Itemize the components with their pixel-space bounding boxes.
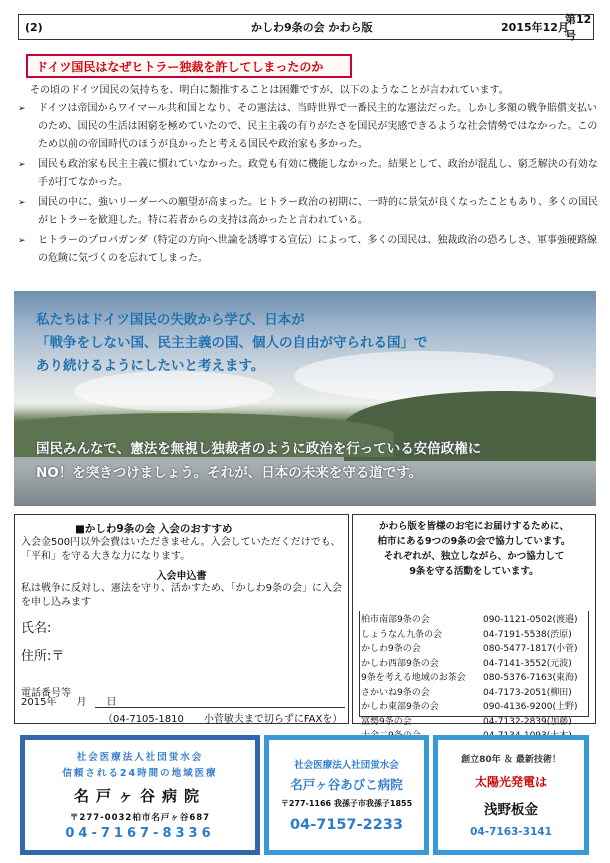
section-title: ドイツ国民はなぜヒトラー独裁を許してしまったのか (26, 54, 352, 78)
list-item: 十余二9条の会 04-7134-1093(大木) (361, 731, 572, 741)
list-item: ➢ 国民も政治家も民主主義に慣れていなかった。政党も有効に機能しなかった。結果として、政治が混乱し、窮乏解決の有効な手が打てなかった。 (18, 156, 598, 192)
form-heading: ■かしわ9条の会 入会のおすすめ (75, 523, 233, 535)
ad-natogaya-hospital: 社会医療法人社団蛍水会 信頼される24時間の地域医療 名戸ヶ谷病院 〒277-0032柏市名戸ヶ谷687 04-7167-8336 (20, 735, 260, 855)
list-item: 柏市南部9条の会 090-1121-0502(渡邉) (361, 615, 578, 625)
delivery-heading: かわら版を皆様のお宅にお届けするために、 (378, 521, 569, 532)
ad-address: 〒277-1166 我孫子市我孫子1855 (280, 799, 413, 808)
page-header (18, 14, 594, 40)
list-item: かしわ東部9条の会 090-4136-9200(上野) (361, 702, 578, 712)
list-item: かしわ9条の会 080-5477-1817(小菅) (361, 644, 578, 654)
list-item: さかいね9条の会 04-7173-2051(柳田) (361, 687, 572, 698)
delivery-groups-box: かわら版を皆様のお宅にお届けするために、 柏市にある9つの9条の会で協力しています。 それぞれが、独立しながら、かつ協力して 9条を守る活動をしています。 柏市南部9条の会 090-1121-0502(渡邉) しょうなん九条の会 04-7191-5538(渋原) かしわ9条の会 080-5477-1817(小菅) かしわ西部9条の会 04-7141-3552(元波) 9条を考える地域のお茶会 080-5376-7163(東海) さかいね9条の会 04-7173-2051(柳田) かしわ東部9条の会 090-4136-9200(上野) 富勢9条の会 04-7132-2839(加藤) 十余二9条の会 04-7134-1093(大木) (352, 514, 596, 724)
ad-abiko-hospital: 社会医療法人社団蛍水会 名戸ヶ谷あびこ病院 〒277-1166 我孫子市我孫子1855 04-7157-2233 (264, 735, 429, 855)
banner-message-bottom: 国民みんなで、憲法を無視し独裁者のように政治を行っている安倍政権に NO！を突きつけましょう。それが、日本の未来を守る道です。 (36, 441, 482, 481)
list-item: ➢ 国民の中に、強いリーダーへの願望が高まった。ヒトラー政治の初期に、一時的に景気が良くなったこともあり、多くの国民がヒトラーを歓迎した。特に若者からの支持は高かったと言われている。 (18, 194, 598, 230)
ad-address: 〒277-0032柏市名戸ヶ谷687 (69, 812, 211, 823)
list-item: ➢ ドイツは帝国からワイマール共和国となり、その憲法は、当時世界で一番民主的な憲法だった。しかし多額の戦争賠償支払いのため、国民の生活は困窮を極めていたので、民主主義の有りがたさを国民が実感できるような社会情勢ではなかった。このため以前の帝国時代のほうが良かったと考える国民や政治家も多かった。 (18, 100, 598, 154)
groups-list (359, 613, 589, 744)
bullet-list (18, 100, 598, 270)
arrow-icon: ➢ (18, 236, 26, 246)
fax-note: （04-7105-1810 小菅敏夫まで切らずにFAXを） (95, 707, 345, 725)
name-field[interactable]: 氏名: (21, 621, 52, 636)
list-item: 9条を考える地域のお茶会 080-5376-7163(東海) (361, 673, 578, 683)
phone-field[interactable]: 電話番号等 (21, 688, 71, 699)
banner-message-top: 私たちはドイツ国民の失敗から学び、日本が 「戦争をしない国、民主主義の国、個人の自由が守られる国」で あり続けるようにしたいと考えます。 (36, 312, 428, 374)
list-item: ➢ ヒトラーのプロパガンダ（特定の方向へ世論を誘導する宣伝）によって、多くの国民は、独裁政治の恐ろしさ、軍事強硬路線の危険に気づくのを忘れてしまった。 (18, 232, 598, 268)
membership-form (14, 514, 349, 724)
ad-name: 名戸ヶ谷あびこ病院 (290, 777, 403, 792)
list-item: 富勢9条の会 04-7132-2839(加藤) (361, 716, 572, 727)
ad-strip (20, 735, 593, 855)
arrow-icon: ➢ (18, 160, 26, 170)
list-item: しょうなん九条の会 04-7191-5538(渋原) (361, 629, 572, 640)
form-statement: 私は戦争に反対し、憲法を守り、活かすため、「かしわ9条の会」に入会を申し込みます (21, 583, 342, 608)
list-item: かしわ西部9条の会 04-7141-3552(元波) (361, 658, 572, 669)
newsletter-title: かしわ9条の会 かわら版 (251, 21, 373, 34)
ad-phone: 04-7167-8336 (65, 825, 215, 841)
ad-name: 浅野板金 (484, 802, 538, 818)
lake-photo-banner (14, 291, 596, 506)
issue-number: 第12号 (565, 13, 592, 42)
address-field[interactable]: 住所:〒 (21, 649, 65, 664)
ad-phone: 04-7163-3141 (470, 826, 552, 838)
issue-date: 2015年12月 (501, 21, 569, 34)
ad-phone: 04-7157-2233 (290, 817, 403, 833)
intro-text: その頃のドイツ国民の気持ちを、明白に類推することは困難ですが、以下のようなことが言われています。 (30, 85, 509, 96)
form-title: 入会申込書 (156, 571, 207, 582)
arrow-icon: ➢ (18, 104, 26, 114)
arrow-icon: ➢ (18, 198, 26, 208)
date-field[interactable]: 2015年 月 日 (21, 697, 117, 708)
ad-name: 名戸ヶ谷病院 (73, 786, 206, 805)
form-intro: 入会金500円以外会費はいただきません。入会していただくだけでも、「平和」を守る大きな力になります。 (21, 537, 341, 562)
ad-asano-bankin: 創立80年 ＆ 最新技術！ 太陽光発電は 浅野板金 04-7163-3141 (433, 735, 589, 855)
page-number: (2) (25, 20, 43, 34)
